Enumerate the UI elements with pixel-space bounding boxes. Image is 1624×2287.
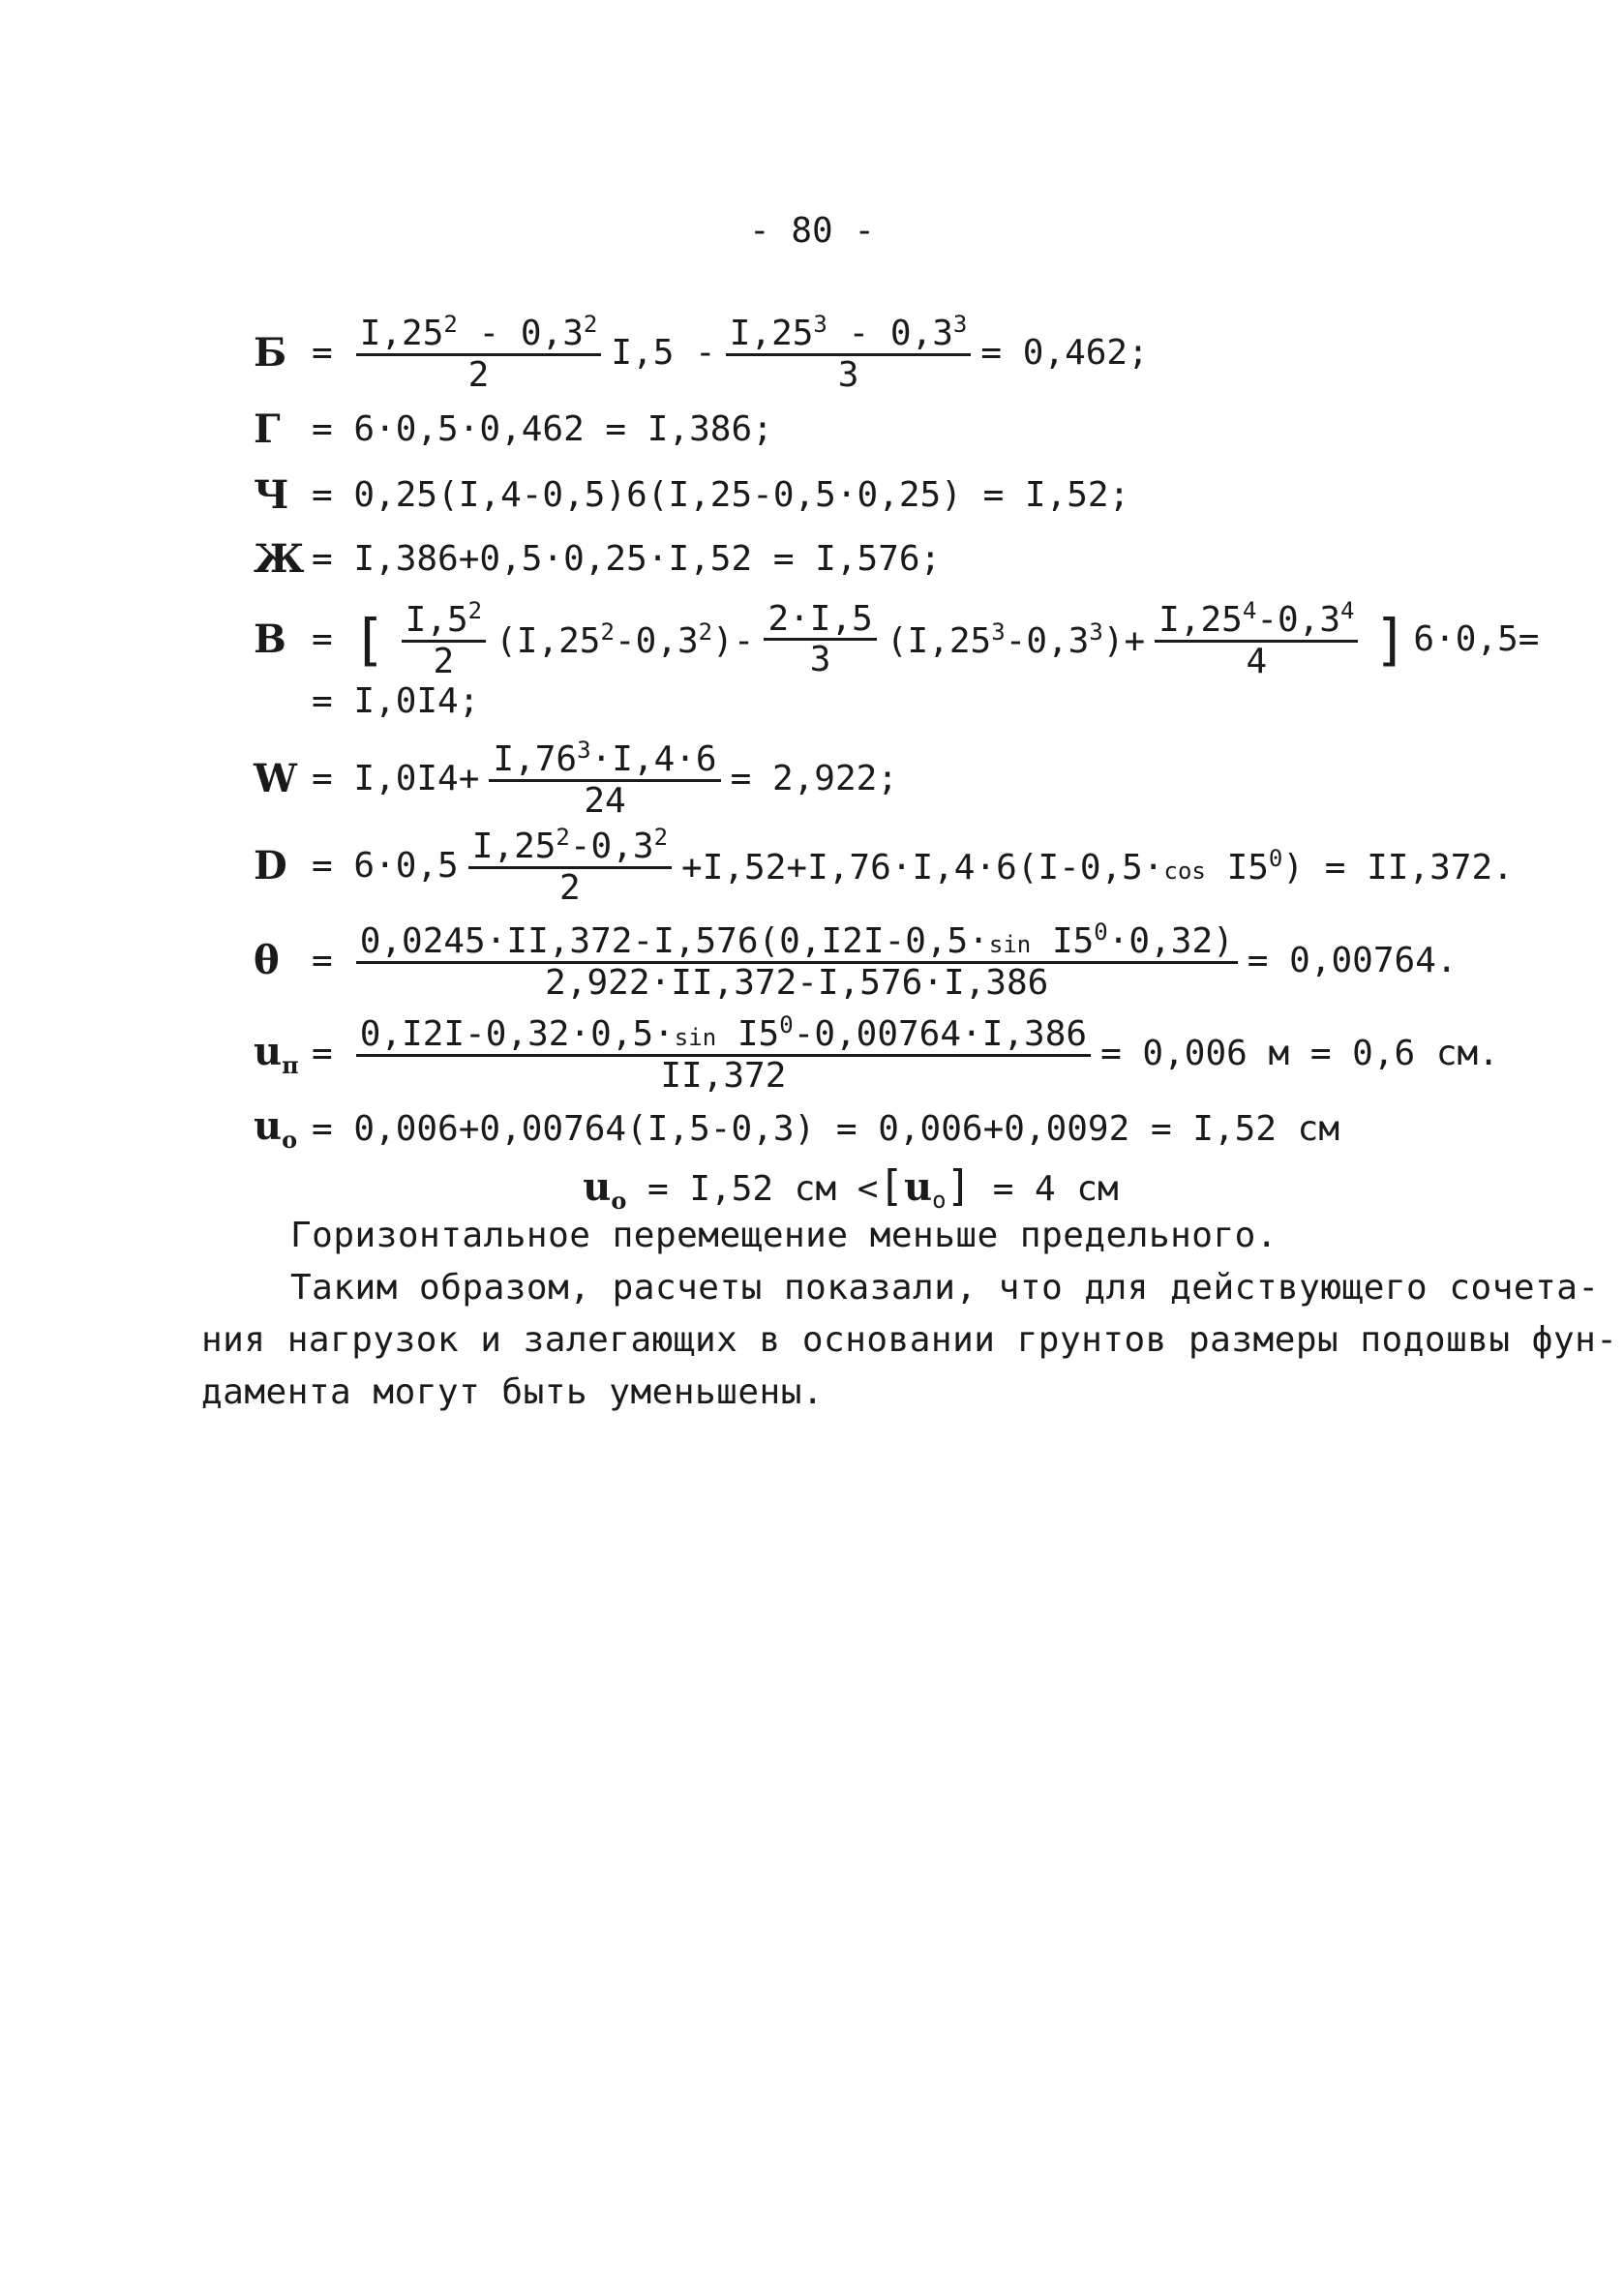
paragraph-line: Горизонтальное перемещение меньше предельного. (290, 1216, 1278, 1255)
equation-u-0: $u_о$ = 0,006+0,00764(I,5-0,3) = 0,006+0,0092 = I,52 см (254, 1103, 1340, 1154)
fraction: $\frac{I,25^3 - 0,3^3}{3}$ (726, 312, 972, 394)
label-v: В (254, 617, 286, 663)
label-d: D (254, 843, 287, 889)
fraction: $\frac{I,76^3\cdot I,4\cdot 6}{24}$ (489, 737, 720, 820)
inequality: $u_о = I,52$ см $<[u_о] = 4$ см (583, 1161, 1119, 1215)
equation-g: Г = 6·0,5·0,462 = I,386; (254, 406, 773, 452)
fraction: $\frac{I,25^2 - 0,3^2}{2}$ (356, 312, 602, 394)
equation-b: Б = $\frac{I,25^2 - 0,3^2}{2}$ I,5 - $\frac{I,25^3 - 0,3^3}{3}$ = 0,462; (254, 311, 1149, 395)
fraction: $\frac{I,25^2-0,3^2}{2}$ (468, 825, 672, 907)
label-b: Б (254, 330, 287, 376)
equation-theta: θ = $\frac{0,0245\cdot II,372-I,576(0,I2I-0,5\cdot\sin I5^0\cdot 0,32)}{2,922\cdot II,372-I,576\cdot I,386}$ = 0,00764. (254, 918, 1458, 1003)
paragraph-line: ния нагрузок и залегающих в основании грунтов размеры подошвы фун- (201, 1320, 1618, 1360)
label-theta: θ (254, 938, 280, 984)
label-w: W (254, 756, 297, 802)
fraction: $\frac{0,0245\cdot II,372-I,576(0,I2I-0,5\cdot\sin I5^0\cdot 0,32)}{2,922\cdot II,372-I,576\cdot I,386}$ (356, 919, 1238, 1002)
equation-u-n: $u_п$ = $\frac{0,I2I-0,32\cdot 0,5\cdot\sin I5^0-0,00764\cdot I,386}{II,372}$ = 0,006 м = 0,6 см. (254, 1011, 1499, 1096)
paragraph-line: дамента могут быть уменьшены. (201, 1372, 825, 1412)
equation-v: В = [ $\frac{I,5^2}{2}$ $(I,25^2-0,3^2)-$ $\frac{2\cdot I,5}{3}$ $(I,25^3-0,3^3)+$ $\frac{I,25^4-0,3^4}{4}$ ] 6·0,5= (254, 597, 1540, 681)
equation-zh: Ж = I,386+0,5·0,25·I,52 = I,576; (254, 536, 942, 582)
equation-d: D = 6·0,5 $\frac{I,25^2-0,3^2}{2}$ +I,52+I,76·I,4·6(I-0,5·cos $I5^0) = II,372$. (254, 824, 1514, 908)
equation-ch: Ч = 0,25(I,4-0,5)6(I,25-0,5·0,25) = I,52; (254, 472, 1130, 518)
label-u-n: $u_п$ (254, 1028, 299, 1079)
paragraph-line: Таким образом, расчеты показали, что для действующего сочета- (290, 1268, 1600, 1308)
page-number: - 80 - (748, 211, 876, 251)
fraction: $\frac{2\cdot I,5}{3}$ (764, 600, 876, 679)
label-u-0: $u_о$ (254, 1103, 298, 1154)
label-zh: Ж (254, 536, 305, 582)
equation-w: W = I,0I4+ $\frac{I,76^3\cdot I,4\cdot 6}{24}$ = 2,922; (254, 737, 898, 821)
equation-v-continuation: = I,0I4; (312, 681, 480, 721)
label-g: Г (254, 406, 281, 452)
fraction: $\frac{0,I2I-0,32\cdot 0,5\cdot\sin I5^0-0,00764\cdot I,386}{II,372}$ (356, 1012, 1091, 1095)
fraction: $\frac{I,5^2}{2}$ (402, 598, 486, 680)
label-ch: Ч (254, 472, 289, 518)
fraction: $\frac{I,25^4-0,3^4}{4}$ (1155, 598, 1358, 680)
